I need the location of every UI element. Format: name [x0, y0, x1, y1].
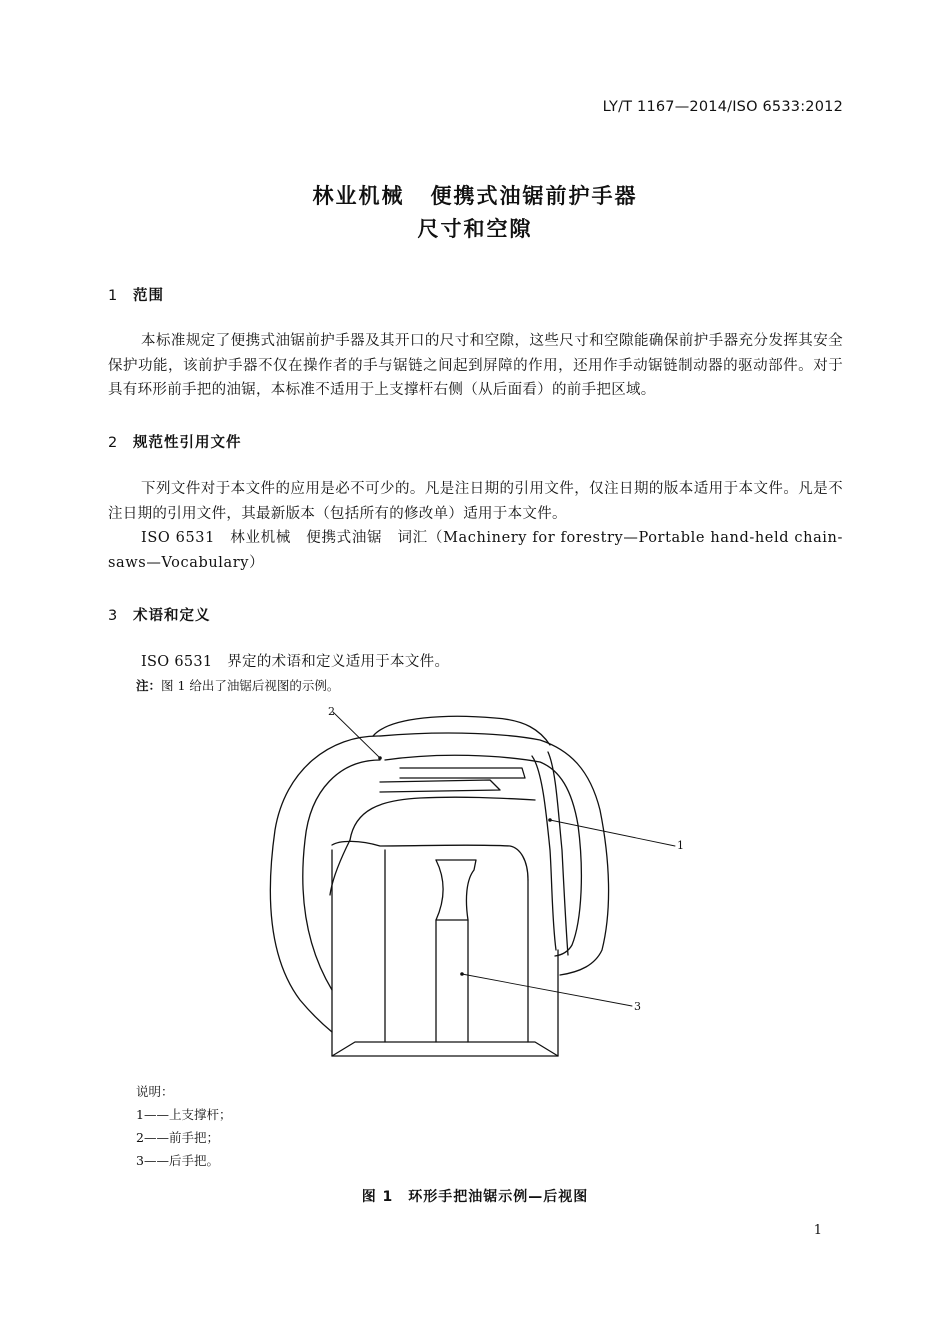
section-2-heading	[108, 431, 242, 452]
title-part1: 林业机械	[312, 184, 405, 208]
section-number: 1	[108, 288, 119, 304]
standard-code: LY/T 1167—2014/ISO 6533:2012	[602, 99, 843, 115]
legend-item-3: 3——后手把。	[136, 1153, 219, 1168]
callout-1-dot	[548, 818, 552, 822]
body-top-outline	[373, 716, 550, 745]
callout-1-label: 1	[677, 839, 684, 852]
page-number: 1	[813, 1223, 822, 1238]
title-part2: 便携式油锯前护手器	[430, 184, 638, 208]
body-box	[332, 850, 558, 1056]
callout-3-dot	[460, 972, 464, 976]
handle-loop-left-return	[330, 840, 350, 895]
chainsaw-rear-view-figure	[250, 700, 700, 1070]
front-handle-outer	[270, 736, 380, 1032]
callout-3-leader	[462, 974, 632, 1006]
figure-caption: 图 1 环形手把油锯示例—后视图	[361, 1189, 589, 1205]
callout-2-leader	[333, 712, 380, 758]
legend-item-1: 1——上支撑杆；	[136, 1107, 232, 1122]
section-title: 术语和定义	[133, 608, 211, 624]
section-1-paragraph: 本标准规定了便携式油锯前护手器及其开口的尺寸和空隙，这些尺寸和空隙能确保前护手器充分发挥其安全保护功能，该前护手器不仅在操作者的手与锯链之间起到屏障的作用，还用作手动锯链制动器的驱动部件。对于具有环形前手把的油锯，本标准不适用于上支撑杆右侧（从后面看）的前手把区域。	[108, 333, 843, 398]
callout-3-label: 3	[634, 1000, 641, 1013]
legend-title: 说明：	[136, 1084, 174, 1099]
section-3-paragraph: ISO 6531 界定的术语和定义适用于本文件。	[141, 654, 450, 670]
section-number: 2	[108, 435, 119, 451]
document-title-line2: 尺寸和空隙	[417, 217, 533, 241]
slot-outline-2	[380, 780, 500, 792]
section-number: 3	[108, 608, 119, 624]
front-handle-right-inner	[385, 755, 581, 956]
callout-2-dot	[378, 756, 382, 760]
body-base-bevel	[332, 1042, 558, 1056]
rear-handle-left	[436, 860, 443, 1042]
section-3-heading	[108, 604, 211, 625]
handle-loop-inner-top	[350, 797, 535, 840]
note	[136, 676, 339, 694]
note-text: 图 1 给出了油锯后视图的示例。	[161, 678, 340, 693]
upper-support-bar-right	[548, 752, 568, 955]
callout-1-leader	[550, 820, 675, 846]
callout-2-label: 2	[328, 705, 335, 718]
document-title-line1	[0, 180, 950, 210]
section-1-heading	[108, 284, 164, 305]
section-title: 范围	[133, 288, 164, 304]
upper-support-bar-left	[532, 756, 556, 950]
body-top-edge	[332, 841, 528, 880]
section-2-paragraph-1: 下列文件对于本文件的应用是必不可少的。凡是注日期的引用文件，仅注日期的版本适用于本文件。凡是不注日期的引用文件，其最新版本（包括所有的修改单）适用于本文件。	[108, 481, 843, 522]
section-2-reference: ISO 6531 林业机械 便携式油锯 词汇（Machinery for forestry—Portable hand-held chain-saws—Vocabulary）	[108, 530, 843, 571]
rear-handle-right	[436, 860, 476, 1042]
note-label: 注：	[136, 678, 162, 693]
legend-item-2: 2——前手把；	[136, 1130, 219, 1145]
section-title: 规范性引用文件	[133, 435, 242, 451]
slot-outline-1	[400, 768, 525, 778]
front-handle-inner	[303, 760, 380, 990]
